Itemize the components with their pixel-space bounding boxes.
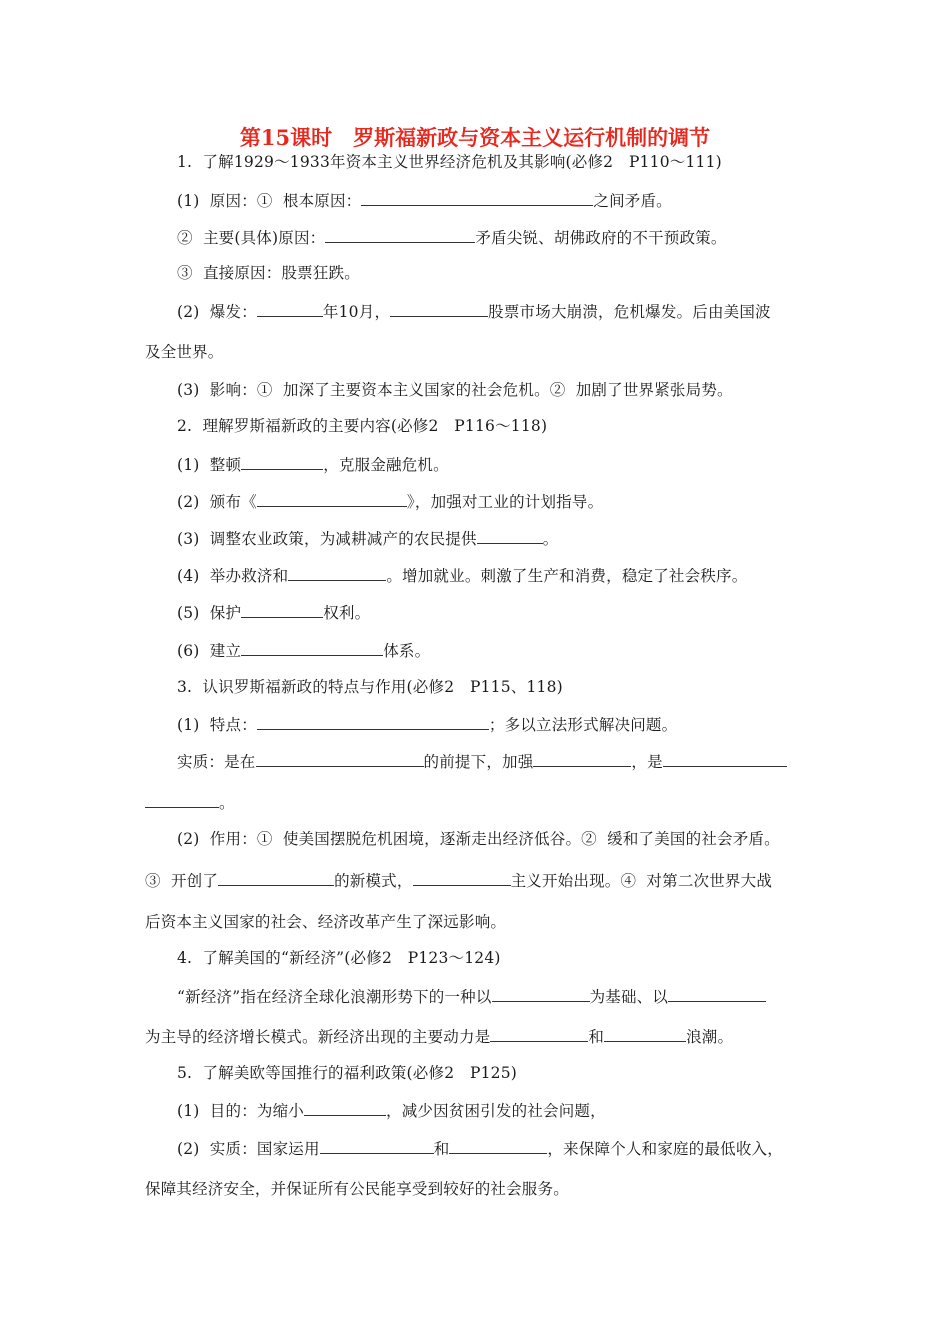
content-item-4: (4) 举办救济和 。增加就业。刺激了生产和消费，稳定了社会秩序。 — [177, 567, 748, 585]
impact-line: (3) 影响：① 加深了主要资本主义国家的社会危机。② 加剧了世界紧张局势。 — [177, 381, 733, 399]
outbreak-line-cont: 及全世界。 — [145, 343, 224, 361]
section-4-heading: 4. 了解美国的“新经济”(必修2 P123～124) — [177, 949, 501, 967]
answer-blank[interactable] — [413, 870, 511, 886]
page-title: 第15课时 罗斯福新政与资本主义运行机制的调节 — [239, 125, 711, 150]
answer-blank[interactable] — [361, 190, 593, 206]
content-item-1: (1) 整顿 ，克服金融危机。 — [177, 456, 449, 474]
essence-line-cont: 。 — [145, 792, 235, 813]
answer-blank[interactable] — [325, 227, 475, 243]
answer-blank[interactable] — [477, 528, 543, 544]
answer-blank[interactable] — [490, 1026, 588, 1042]
feature-line: (1) 特点： ；多以立法形式解决问题。 — [177, 716, 678, 734]
cause-line: (1) 原因：① 根本原因： 之间矛盾。 — [177, 192, 672, 210]
role-line-2: ③ 开创了 的新模式， 主义开始出现。④ 对第二次世界大战 — [145, 872, 773, 890]
answer-blank[interactable] — [668, 986, 766, 1002]
content-item-5: (5) 保护 权利。 — [177, 604, 371, 622]
section-2-heading: 2. 理解罗斯福新政的主要内容(必修2 P116～118) — [177, 417, 548, 435]
section-1-heading: 1. 了解1929～1933年资本主义世界经济危机及其影响(必修2 P110～111) — [177, 153, 722, 171]
content-item-3: (3) 调整农业政策，为减耕减产的农民提供 。 — [177, 530, 559, 548]
answer-blank[interactable] — [257, 301, 323, 317]
section-5-heading: 5. 了解美欧等国推行的福利政策(必修2 P125) — [177, 1064, 518, 1082]
answer-blank[interactable] — [304, 1100, 386, 1116]
new-economy-line-2: 为主导的经济增长模式。新经济出现的主要动力是 和 浪潮。 — [145, 1028, 734, 1046]
welfare-goal-line: (1) 目的：为缩小 ，减少因贫困引发的社会问题， — [177, 1102, 606, 1120]
section-3-heading: 3. 认识罗斯福新政的特点与作用(必修2 P115、118) — [177, 678, 563, 696]
content-item-6: (6) 建立 体系。 — [177, 642, 431, 660]
answer-blank[interactable] — [145, 792, 219, 808]
content-item-2: (2) 颁布《 》，加强对工业的计划指导。 — [177, 493, 604, 511]
answer-blank[interactable] — [218, 870, 334, 886]
answer-blank[interactable] — [257, 714, 489, 730]
answer-blank[interactable] — [533, 751, 631, 767]
essence-line: 实质：是在 的前提下，加强 ，是 — [177, 751, 787, 772]
answer-blank[interactable] — [492, 986, 590, 1002]
role-line-1: (2) 作用：① 使美国摆脱危机困境，逐渐走出经济低谷。② 缓和了美国的社会矛盾。 — [177, 830, 780, 848]
answer-blank[interactable] — [256, 751, 424, 767]
outbreak-line: (2) 爆发： 年10月， 股票市场大崩溃，危机爆发。后由美国波 — [177, 303, 771, 321]
answer-blank[interactable] — [663, 751, 787, 767]
answer-blank[interactable] — [604, 1026, 686, 1042]
direct-cause-line: ③ 直接原因：股票狂跌。 — [177, 264, 360, 282]
answer-blank[interactable] — [449, 1138, 547, 1154]
answer-blank[interactable] — [257, 491, 407, 507]
answer-blank[interactable] — [241, 454, 323, 470]
welfare-essence-line-cont: 保障其经济安全，并保证所有公民能享受到较好的社会服务。 — [145, 1180, 569, 1198]
answer-blank[interactable] — [241, 602, 323, 618]
new-economy-line-1: “新经济”指在经济全球化浪潮形势下的一种以 为基础、以 — [177, 986, 766, 1007]
role-line-3: 后资本主义国家的社会、经济改革产生了深远影响。 — [145, 913, 507, 931]
welfare-essence-line: (2) 实质：国家运用 和 ，来保障个人和家庭的最低收入， — [177, 1140, 783, 1158]
answer-blank[interactable] — [320, 1138, 434, 1154]
main-cause-line: ② 主要(具体)原因： 矛盾尖锐、胡佛政府的不干预政策。 — [177, 229, 727, 247]
answer-blank[interactable] — [390, 301, 488, 317]
answer-blank[interactable] — [288, 565, 386, 581]
answer-blank[interactable] — [241, 640, 383, 656]
